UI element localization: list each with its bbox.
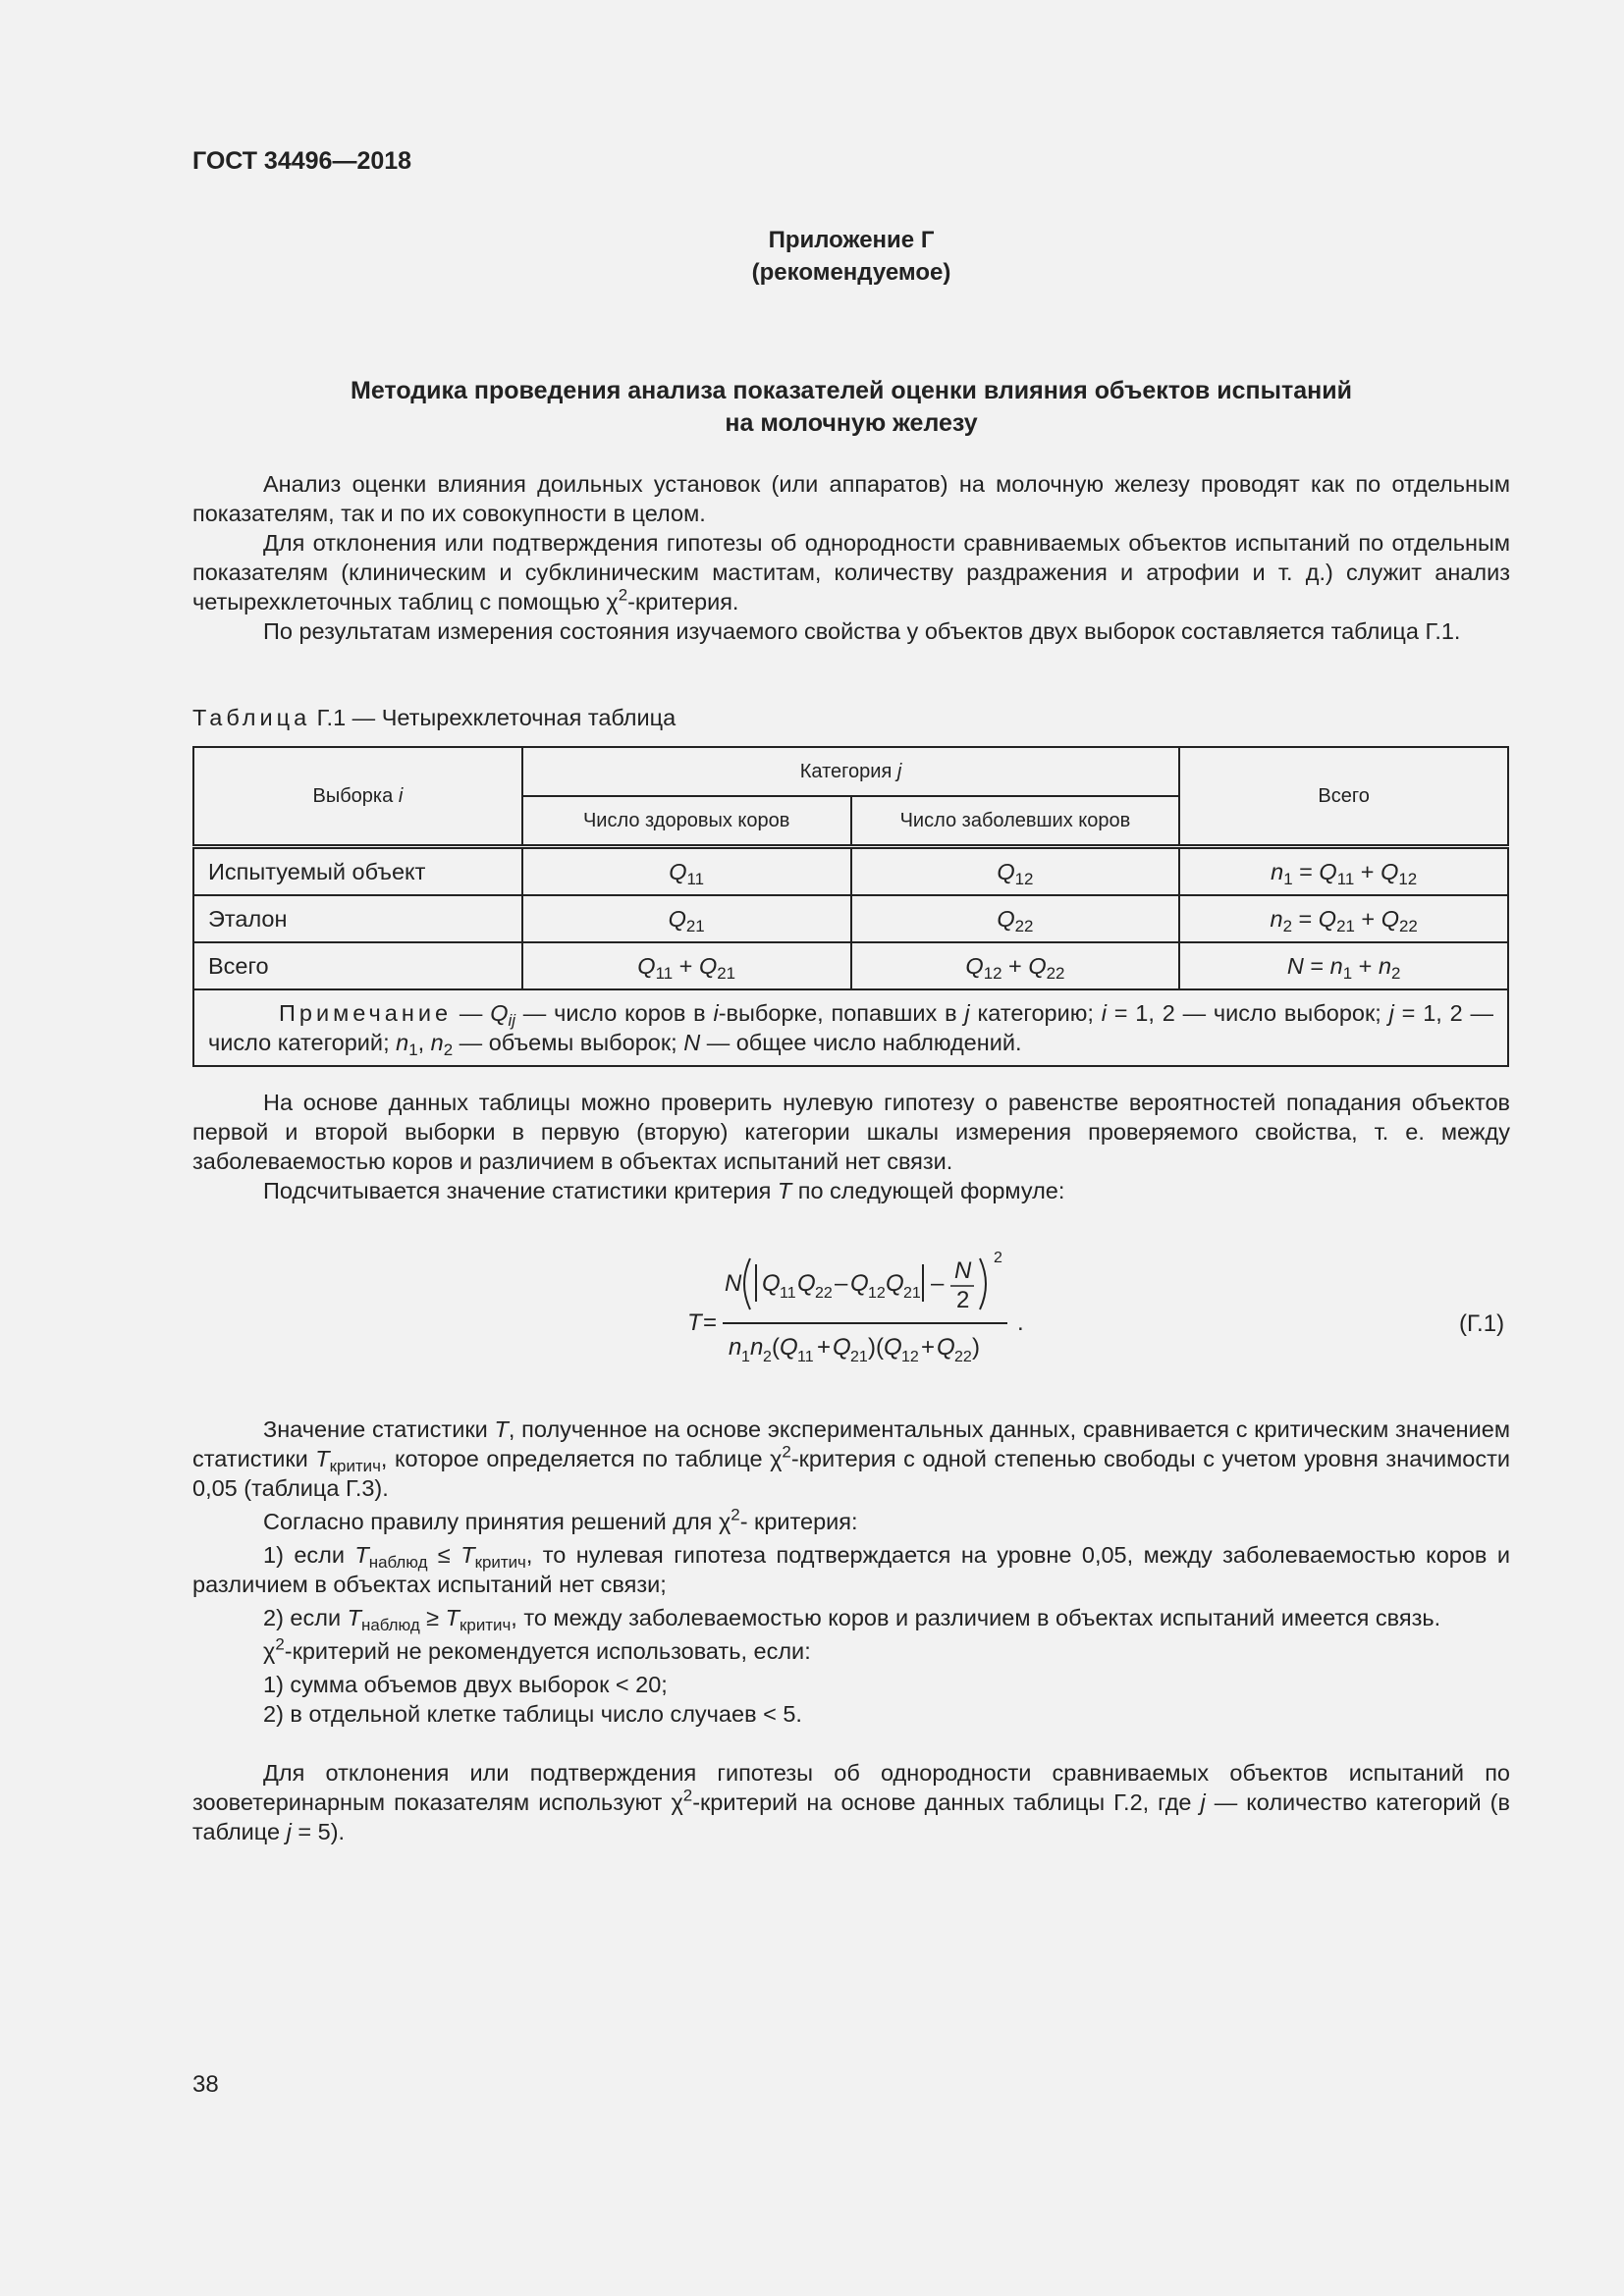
table-row: Эталон $Q_{21}$ $Q_{22}$ $n_2 = Q_{21} + Q_{22}$ bbox=[193, 895, 1508, 942]
paragraph: 2) если $T_{наблюд} \ge T_{критич}$, то между заболеваемостью коров и различием в объектах испытаний имеется связь. bbox=[263, 1605, 1441, 1635]
paragraph: Для отклонения или подтверждения гипотезы об однородности сравниваемых объектов испытаний по отдельным показателям (клиническим и субклиническим маститам, количеству раздражения и атрофии и т. д.) служит анализ четырехклеточных таблиц с помощью $\chi^2$-критерия. bbox=[192, 530, 1510, 614]
svg-text:N: N bbox=[954, 1257, 972, 1284]
svg-text:2: 2 bbox=[994, 1250, 1002, 1266]
svg-text:N: N bbox=[725, 1270, 742, 1297]
annex-title: Приложение Г (рекомендуемое) bbox=[751, 227, 951, 286]
after-formula-text bbox=[192, 1415, 1510, 1846]
paragraph: На основе данных таблицы можно проверить нулевую гипотезу о равенстве вероятностей попадания объектов первой и второй выборки в первую (вторую) категории шкалы измерения проверяемого свойства, т. е. между заболеваемостью коров и различием в объектах испытаний нет связи. bbox=[192, 1090, 1510, 1174]
document-code-header: ГОСТ 34496—2018 bbox=[192, 147, 412, 175]
page-number: 38 bbox=[192, 2071, 219, 2098]
svg-text:=: = bbox=[703, 1309, 718, 1336]
svg-text:–: – bbox=[835, 1270, 848, 1297]
header-category: Категория j bbox=[522, 747, 1180, 796]
svg-text:): ) bbox=[972, 1334, 980, 1361]
table-caption: Таблица Г.1 — Четырехклеточная таблица bbox=[192, 705, 677, 730]
svg-text:Q: Q bbox=[937, 1334, 955, 1361]
svg-text:21: 21 bbox=[850, 1349, 868, 1365]
svg-text:)(: )( bbox=[868, 1334, 884, 1361]
svg-text:1: 1 bbox=[741, 1349, 750, 1365]
svg-text:n: n bbox=[750, 1334, 764, 1361]
svg-text:Q: Q bbox=[884, 1334, 902, 1361]
paragraph: Значение статистики T, полученное на основе экспериментальных данных, сравнивается с критическим значением статистики $T_{критич}$, которое определяется по таблице $\chi^2$-критерия с одной степенью свободы с учетом уровня значимости 0,05 (таблица Г.3). bbox=[192, 1416, 1511, 1501]
svg-text:n: n bbox=[729, 1334, 742, 1361]
four-cell-table bbox=[192, 746, 1509, 1067]
header-total: Всего bbox=[1179, 747, 1508, 847]
paragraph: Подсчитывается значение статистики критерия T по следующей формуле: bbox=[263, 1178, 1065, 1203]
formula-svg bbox=[677, 1245, 1031, 1372]
svg-text:11: 11 bbox=[797, 1349, 814, 1365]
svg-text:Q: Q bbox=[886, 1270, 904, 1297]
paragraph: Согласно правилу принятия решений для $\chi^2-$ критерия: bbox=[263, 1505, 858, 1534]
svg-text:–: – bbox=[931, 1270, 945, 1297]
paragraph: $\chi^2$-критерий не рекомендуется использовать, если: bbox=[263, 1634, 811, 1664]
svg-text:+: + bbox=[817, 1334, 832, 1361]
svg-text:21: 21 bbox=[903, 1285, 921, 1302]
intro-text bbox=[192, 469, 1510, 646]
svg-text:(: ( bbox=[772, 1334, 780, 1361]
table-note-row: Примечание — $Q_{ij}$ — число коров в i-выборке, попавших в j категорию; i = 1, 2 — число выборок; j = 1, 2 — число категорий; $n_1$, $n_2$ — объемы выборок; N — общее число наблюдений. bbox=[193, 989, 1508, 1066]
svg-text:Q: Q bbox=[797, 1270, 816, 1297]
equation-number: (Г.1) bbox=[1459, 1310, 1505, 1337]
header-sick: Число заболевших коров bbox=[851, 796, 1180, 847]
paragraph: 1) сумма объемов двух выборок < 20; bbox=[263, 1672, 668, 1697]
table-row: Испытуемый объект $Q_{11}$ $Q_{12}$ $n_1 = Q_{11} + Q_{12}$ bbox=[193, 847, 1508, 896]
svg-text:Q: Q bbox=[780, 1334, 798, 1361]
svg-text:Q: Q bbox=[762, 1270, 781, 1297]
svg-text:22: 22 bbox=[815, 1285, 833, 1302]
svg-text:2: 2 bbox=[956, 1287, 970, 1313]
header-healthy: Число здоровых коров bbox=[522, 796, 851, 847]
svg-text:Q: Q bbox=[833, 1334, 851, 1361]
after-table-text bbox=[192, 1088, 1510, 1205]
header-sample: Выборка i bbox=[193, 747, 522, 847]
paragraph: 1) если $T_{наблюд} \le T_{критич}$, то нулевая гипотеза подтверждается на уровне 0,05, между заболеваемостью коров и различием в объектах испытаний нет связи; bbox=[192, 1542, 1510, 1597]
svg-text:12: 12 bbox=[868, 1285, 886, 1302]
svg-text:.: . bbox=[1017, 1309, 1024, 1336]
svg-text:22: 22 bbox=[954, 1349, 972, 1365]
section-heading: Методика проведения анализа показателей оценки влияния объектов испытаний на молочную железу bbox=[351, 377, 1352, 437]
paragraph: Для отклонения или подтверждения гипотезы об однородности сравниваемых объектов испытаний по зооветеринарным показателям используют $\chi^2$-критерий на основе данных таблицы Г.2, где j — количество категорий (в таблице j = 5). bbox=[192, 1760, 1510, 1844]
svg-text:11: 11 bbox=[780, 1285, 796, 1302]
svg-text:2: 2 bbox=[763, 1349, 772, 1365]
svg-text:+: + bbox=[921, 1334, 936, 1361]
paragraph: 2) в отдельной клетке таблицы число случаев < 5. bbox=[263, 1701, 802, 1727]
paragraph: По результатам измерения состояния изучаемого свойства у объектов двух выборок составляется таблица Г.1. bbox=[263, 618, 1461, 644]
table-row: Всего $Q_{11} + Q_{21}$ $Q_{12} + Q_{22}$ $N = n_1 + n_2$ bbox=[193, 942, 1508, 989]
svg-text:T: T bbox=[687, 1309, 702, 1336]
formula-g1 bbox=[677, 1245, 1031, 1379]
paragraph: Анализ оценки влияния доильных установок (или аппаратов) на молочную железу проводят как по отдельным показателям, так и по их совокупности в целом. bbox=[192, 471, 1510, 526]
svg-text:Q: Q bbox=[850, 1270, 869, 1297]
svg-text:12: 12 bbox=[901, 1349, 919, 1365]
